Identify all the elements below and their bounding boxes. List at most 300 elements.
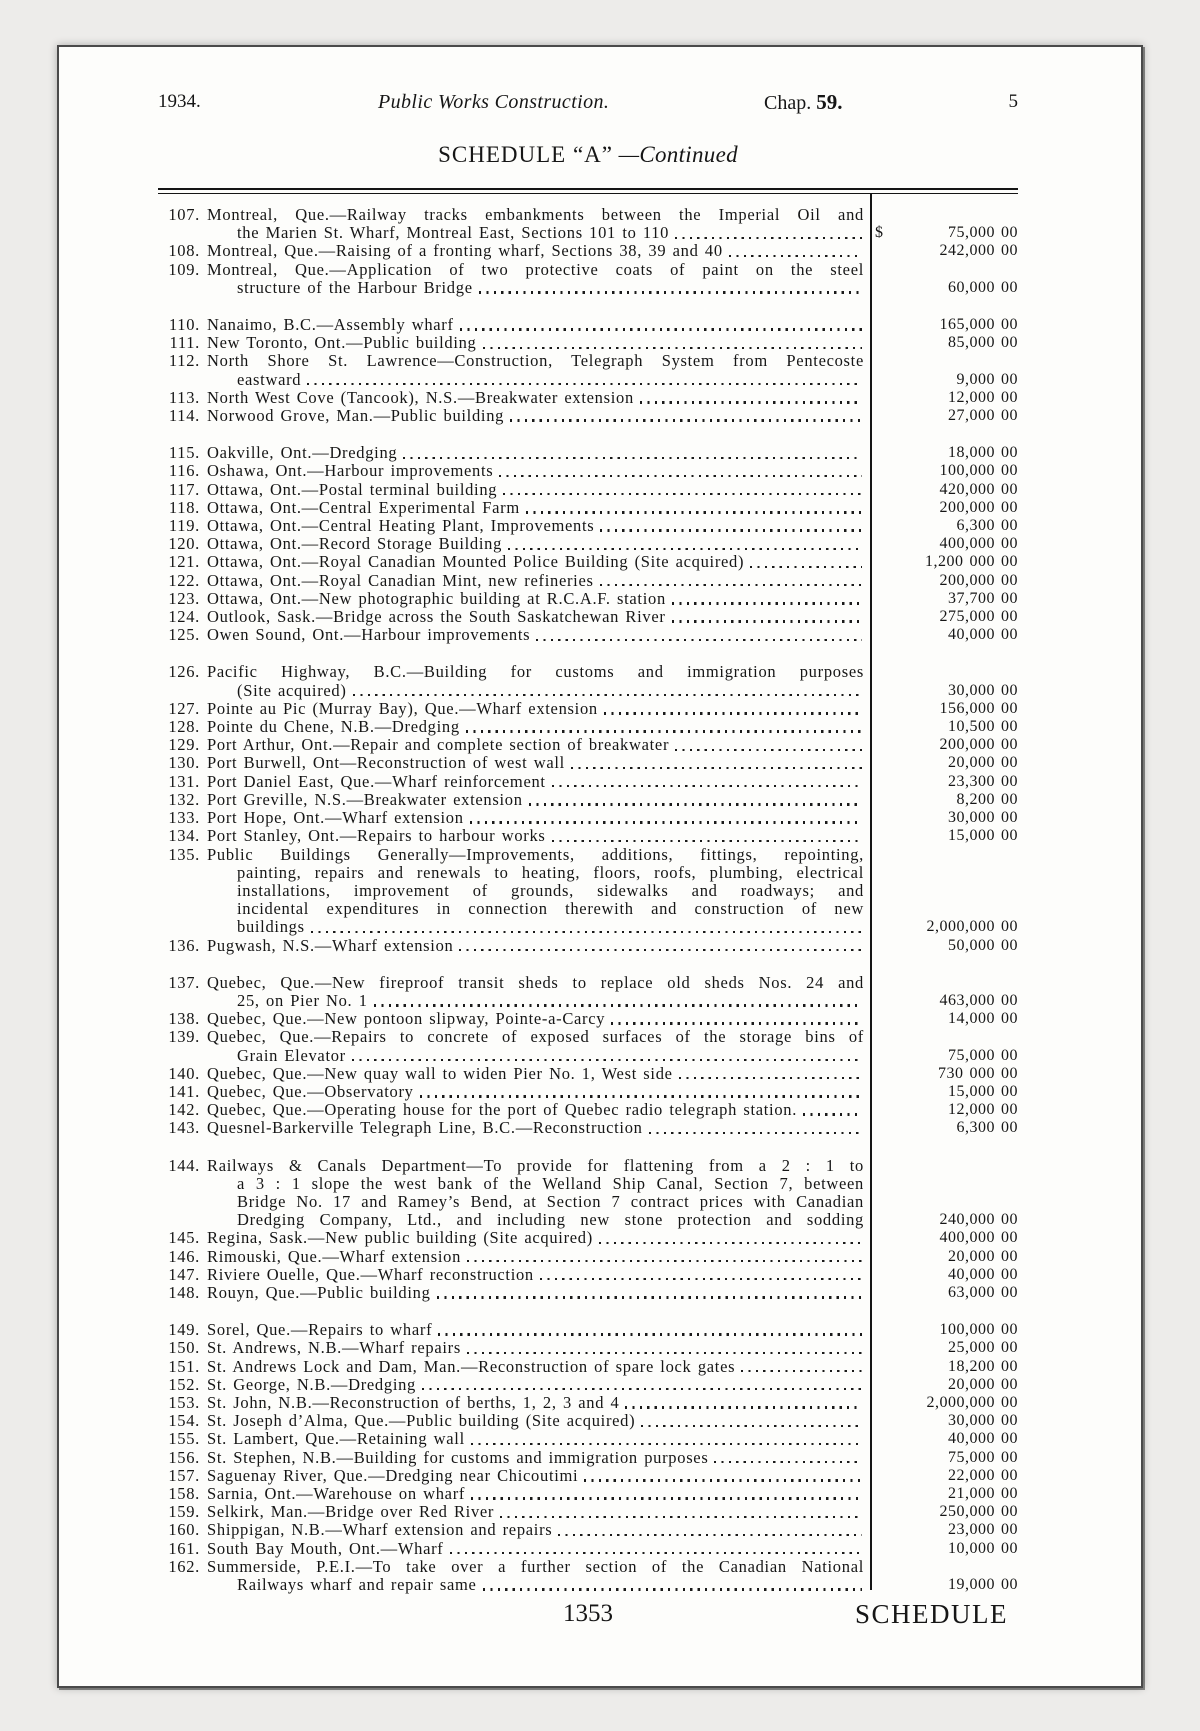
amount-value: 15,000 00 — [948, 827, 1018, 845]
item-description — [207, 718, 872, 736]
amount-value: 730 000 00 — [938, 1064, 1018, 1082]
table-row — [158, 1321, 1018, 1339]
table-row — [158, 1467, 1018, 1485]
amount-value: 200,000 00 — [939, 498, 1018, 516]
item-amount — [872, 718, 1018, 736]
table-row — [158, 1101, 1018, 1119]
item-number: 141. — [168, 1081, 200, 1101]
table-row — [158, 389, 1018, 407]
item-description — [207, 809, 872, 827]
item-amount — [872, 1430, 1018, 1448]
table-row — [158, 499, 1018, 517]
amount-value: 10,500 00 — [948, 718, 1018, 736]
dot-leader — [470, 821, 862, 823]
amount-value: 463,000 00 — [939, 991, 1018, 1009]
amount-value: 2,000,000 00 — [926, 1393, 1018, 1411]
table-row — [158, 1248, 1018, 1266]
description-text: Sarnia, Ont.—Warehouse on wharf — [207, 1485, 466, 1503]
dot-leader — [374, 1004, 862, 1006]
table-row — [158, 1157, 1018, 1230]
dot-leader — [625, 1406, 862, 1408]
description-text: Ottawa, Ont.—Royal Canadian Mounted Police Building (Site acquired) — [207, 553, 745, 572]
item-amount — [872, 736, 1018, 754]
item-amount — [872, 1083, 1018, 1101]
description-text: Owen Sound, Ont.—Harbour improvements — [207, 626, 531, 645]
item-amount — [872, 316, 1018, 334]
description-text: 25, on Pier No. 1 — [237, 990, 368, 1010]
item-number: 134. — [168, 826, 200, 846]
item-description: Public Buildings Generally—Improvements, additions, fittings, repointing, painting, repairs and renewals to heating, floors, roofs, plumbing, electrical installations, improvement of grounds, sidewalks and roadways; and incidental expenditures in connection therewith and construction of new buildings — [207, 845, 864, 937]
item-number: 149. — [168, 1320, 200, 1340]
item-description — [207, 1083, 872, 1101]
table-row — [158, 846, 1018, 937]
item-amount — [872, 481, 1018, 499]
description-text: Selkirk, Man.—Bridge over Red River — [207, 1503, 495, 1522]
table-row — [158, 517, 1018, 535]
dot-leader — [803, 1113, 862, 1115]
description-text: eastward — [237, 369, 302, 389]
table-row — [158, 626, 1018, 644]
item-number: 130. — [168, 753, 200, 773]
table-row — [158, 1412, 1018, 1430]
description-text: Port Daniel East, Que.—Wharf reinforcement — [207, 772, 546, 791]
item-amount — [872, 1339, 1018, 1357]
amount-value: 400,000 00 — [939, 535, 1018, 553]
item-number: 139. — [168, 1027, 200, 1047]
item-description — [207, 1266, 872, 1284]
amount-value: 12,000 00 — [948, 1101, 1018, 1119]
table-row — [158, 1010, 1018, 1028]
item-description — [207, 1321, 872, 1339]
item-description: Montreal, Que.—Railway tracks embankments between the Imperial Oil and the Marien St. Wharf, Montreal East, Sections 101 to 110 — [207, 206, 864, 243]
dot-leader — [422, 1388, 862, 1390]
dot-leader — [438, 1333, 862, 1335]
amount-value: 30,000 00 — [948, 681, 1018, 699]
amount-value: 75,000 00 — [948, 1046, 1018, 1064]
description-text: St. Stephen, N.B.—Building for customs and immigration purposes — [207, 1448, 709, 1467]
amount-value: 100,000 00 — [939, 1321, 1018, 1339]
amount-value: 100,000 00 — [939, 462, 1018, 480]
table-row — [158, 590, 1018, 608]
description-text: Ottawa, Ont.—Postal terminal building — [207, 480, 498, 499]
item-description — [207, 754, 872, 772]
description-text: Rimouski, Que.—Wharf extension — [207, 1247, 462, 1266]
dot-leader — [403, 457, 862, 459]
description-text: Ottawa, Ont.—Central Experimental Farm — [207, 498, 520, 517]
table-row — [158, 1540, 1018, 1558]
description-text: St. John, N.B.—Reconstruction of berths, 1, 2, 3 and 4 — [207, 1393, 620, 1412]
table-row — [158, 1449, 1018, 1467]
table-row — [158, 1430, 1018, 1448]
amount-value: 40,000 00 — [948, 626, 1018, 644]
running-title: Public Works Construction. — [378, 91, 610, 113]
dot-leader — [479, 291, 862, 293]
description-text: Quebec, Que.—New quay wall to widen Pier No. 1, West side — [207, 1064, 673, 1083]
dot-leader — [675, 237, 862, 239]
description-text: South Bay Mouth, Ont.—Wharf — [207, 1539, 444, 1558]
dot-leader — [540, 1278, 862, 1280]
description-text: St. Joseph d’Alma, Que.—Public building (Site acquired) — [207, 1412, 636, 1431]
item-amount — [872, 261, 1018, 297]
item-number: 158. — [168, 1484, 200, 1503]
amount-value: 400,000 00 — [939, 1229, 1018, 1247]
item-amount — [872, 444, 1018, 462]
item-number: 148. — [168, 1282, 200, 1302]
item-description — [207, 334, 872, 352]
amount-value: 23,000 00 — [948, 1521, 1018, 1539]
table-row — [158, 261, 1018, 297]
item-amount — [872, 809, 1018, 827]
dot-leader — [471, 1497, 862, 1499]
amount-value: 420,000 00 — [939, 480, 1018, 498]
item-amount — [872, 1558, 1018, 1594]
description-text: (Site acquired) — [237, 680, 347, 700]
item-description — [207, 1540, 872, 1558]
item-number: 144. — [168, 1155, 200, 1175]
item-number: 162. — [168, 1556, 200, 1576]
item-amount — [872, 334, 1018, 352]
dot-leader — [536, 639, 862, 641]
description-text: Ottawa, Ont.—New photographic building at R.C.A.F. station — [207, 589, 666, 608]
dot-leader — [600, 584, 862, 586]
table-row — [158, 407, 1018, 425]
item-description — [207, 827, 872, 845]
description-text: Quebec, Que.—New pontoon slipway, Pointe-a-Carcy — [207, 1010, 606, 1029]
item-description — [207, 535, 872, 553]
description-text: Pugwash, N.S.—Wharf extension — [207, 936, 454, 955]
description-text: Quesnel-Barkerville Telegraph Line, B.C.—Reconstruction — [207, 1119, 643, 1138]
item-amount — [872, 827, 1018, 845]
item-number: 138. — [168, 1009, 200, 1029]
amount-value: 25,000 00 — [948, 1339, 1018, 1357]
description-text: the Marien St. Wharf, Montreal East, Sections 101 to 110 — [237, 223, 670, 243]
item-number: 150. — [168, 1338, 200, 1358]
description-text: Port Greville, N.S.—Breakwater extension — [207, 790, 523, 809]
item-amount — [872, 462, 1018, 480]
amount-value: 10,000 00 — [948, 1539, 1018, 1557]
item-number: 156. — [168, 1447, 200, 1467]
amount-value: 85,000 00 — [948, 334, 1018, 352]
item-description — [207, 1449, 872, 1467]
description-text: Port Hope, Ont.—Wharf extension — [207, 809, 464, 828]
item-description — [207, 444, 872, 462]
item-number: 122. — [168, 570, 200, 590]
item-amount — [872, 1394, 1018, 1412]
chapter-heading — [764, 89, 842, 116]
item-amount — [872, 352, 1018, 388]
table-row — [158, 937, 1018, 955]
item-description: North Shore St. Lawrence—Construction, Telegraph System from Pentecoste eastward — [207, 352, 864, 389]
item-number: 114. — [168, 406, 200, 426]
amount-value: 240,000 00 — [939, 1211, 1018, 1229]
description-text: St. George, N.B.—Dredging — [207, 1375, 417, 1394]
item-number: 111. — [169, 333, 200, 353]
item-amount — [872, 1065, 1018, 1083]
description-text: Rouyn, Que.—Public building — [207, 1283, 431, 1302]
page-number: 5 — [1008, 91, 1018, 112]
dot-leader — [672, 620, 862, 622]
item-amount — [872, 1248, 1018, 1266]
item-number: 109. — [168, 259, 200, 279]
dot-leader — [508, 548, 862, 550]
item-number: 142. — [168, 1100, 200, 1120]
item-description: Railways & Canals Department—To provide for flattening from a 2 : 1 to a 3 : 1 slope the west bank of the Welland Ship Canal, Section 7, between Bridge No. 17 and Ramey’s Bend, at Section 7 contract prices with Canadian Dredging Company, Ltd., and including new stone protection and sodding — [207, 1156, 864, 1230]
table-row — [158, 1028, 1018, 1064]
item-amount — [872, 206, 1018, 242]
item-amount — [872, 1485, 1018, 1503]
item-amount — [872, 1449, 1018, 1467]
schedule-table-body — [158, 206, 1018, 1594]
table-row — [158, 334, 1018, 352]
dot-leader — [640, 401, 862, 403]
dot-leader — [552, 840, 862, 842]
item-description — [207, 499, 872, 517]
item-amount — [872, 1376, 1018, 1394]
item-number: 110. — [168, 315, 200, 335]
item-amount — [872, 1119, 1018, 1137]
table-row — [158, 444, 1018, 462]
description-text: Nanaimo, B.C.—Assembly wharf — [207, 316, 454, 335]
dot-leader — [526, 511, 862, 513]
description-text: St. Andrews Lock and Dam, Man.—Reconstruction of spare lock gates — [207, 1357, 736, 1376]
item-description — [207, 590, 872, 608]
amount-value: 200,000 00 — [939, 736, 1018, 754]
table-row — [158, 1065, 1018, 1083]
item-number: 131. — [168, 771, 200, 791]
amount-value: 40,000 00 — [948, 1265, 1018, 1283]
item-description — [207, 1229, 872, 1247]
description-text: Ottawa, Ont.—Record Storage Building — [207, 535, 503, 554]
table-row — [158, 1358, 1018, 1376]
item-amount — [872, 663, 1018, 699]
dot-leader — [741, 1370, 862, 1372]
dot-leader — [311, 931, 862, 933]
dot-leader — [641, 1425, 862, 1427]
item-description — [207, 407, 872, 425]
schedule-title — [158, 141, 1018, 169]
item-description — [207, 517, 872, 535]
page-header — [158, 89, 1018, 115]
header-year: 1934. — [158, 91, 201, 112]
dot-leader — [750, 566, 862, 568]
item-number: 107. — [168, 205, 200, 224]
item-description — [207, 773, 872, 791]
item-amount — [872, 791, 1018, 809]
table-row — [158, 700, 1018, 718]
amount-value: 18,000 00 — [948, 444, 1018, 462]
item-number: 113. — [168, 387, 200, 407]
dot-leader — [604, 712, 862, 714]
amount-value: 165,000 00 — [939, 316, 1018, 334]
table-row — [158, 242, 1018, 260]
description-text: Outlook, Sask.—Bridge across the South Saskatchewan River — [207, 608, 666, 627]
item-number: 154. — [168, 1411, 200, 1431]
description-text: Oakville, Ont.—Dredging — [207, 444, 398, 463]
amount-value: 9,000 00 — [956, 370, 1018, 388]
item-amount — [872, 1358, 1018, 1376]
page-footer — [158, 1598, 1018, 1632]
amount-value: 22,000 00 — [948, 1466, 1018, 1484]
description-text: Riviere Ouelle, Que.—Wharf reconstruction — [207, 1265, 534, 1284]
item-description — [207, 1358, 872, 1376]
amount-value: 19,000 00 — [948, 1576, 1018, 1594]
table-row — [158, 1119, 1018, 1137]
amount-value: 242,000 00 — [939, 242, 1018, 260]
description-text: Montreal, Que.—Raising of a fronting wharf, Sections 38, 39 and 40 — [207, 242, 723, 261]
dot-leader — [467, 1352, 862, 1354]
table-row — [158, 462, 1018, 480]
item-description — [207, 1430, 872, 1448]
table-row — [158, 206, 1018, 242]
item-amount — [872, 1540, 1018, 1558]
item-amount — [872, 608, 1018, 626]
dot-leader — [483, 1588, 862, 1590]
item-description: Montreal, Que.—Application of two protective coats of paint on the steel structure of the Harbour Bridge — [207, 260, 864, 297]
item-description — [207, 626, 872, 644]
table-row — [158, 809, 1018, 827]
item-description — [207, 937, 872, 955]
item-number: 117. — [168, 479, 200, 499]
item-amount — [872, 1412, 1018, 1430]
item-description — [207, 1065, 872, 1083]
item-description — [207, 1467, 872, 1485]
table-row — [158, 974, 1018, 1010]
item-amount — [872, 1229, 1018, 1247]
amount-value: 37,700 00 — [948, 589, 1018, 607]
item-number: 108. — [168, 241, 200, 261]
table-row — [158, 736, 1018, 754]
description-text: Port Burwell, Ont—Reconstruction of west wall — [207, 754, 565, 773]
description-text: Port Stanley, Ont.—Repairs to harbour works — [207, 827, 546, 846]
dot-leader — [307, 383, 862, 385]
table-row — [158, 1376, 1018, 1394]
dot-leader — [672, 602, 862, 604]
item-amount — [872, 535, 1018, 553]
description-text: New Toronto, Ont.—Public building — [207, 334, 477, 353]
description-text: buildings — [237, 917, 305, 937]
amount-value: 30,000 00 — [948, 809, 1018, 827]
amount-value: 8,200 00 — [956, 790, 1018, 808]
item-number: 136. — [168, 935, 200, 955]
dot-leader — [584, 1479, 862, 1481]
catchword: SCHEDULE — [855, 1599, 1008, 1630]
dollar-sign: $ — [875, 224, 884, 242]
item-description — [207, 791, 872, 809]
item-amount — [872, 773, 1018, 791]
amount-value: 20,000 00 — [948, 1247, 1018, 1265]
dot-leader — [499, 475, 862, 477]
amount-value: 156,000 00 — [939, 699, 1018, 717]
amount-value: 15,000 00 — [948, 1082, 1018, 1100]
item-number: 140. — [168, 1063, 200, 1083]
dot-leader — [675, 749, 862, 751]
item-number: 132. — [168, 789, 200, 809]
dot-leader — [353, 694, 862, 696]
item-amount — [872, 1266, 1018, 1284]
table-row — [158, 663, 1018, 699]
table-row — [158, 754, 1018, 772]
item-amount — [872, 1284, 1018, 1302]
item-number: 133. — [168, 808, 200, 828]
dot-leader — [552, 785, 862, 787]
dot-leader — [420, 1095, 862, 1097]
chapter-label: Chap. — [764, 92, 812, 114]
item-amount — [872, 407, 1018, 425]
table-row — [158, 481, 1018, 499]
table-row — [158, 316, 1018, 334]
item-amount — [872, 1101, 1018, 1119]
item-amount — [872, 1157, 1018, 1230]
item-description: Quebec, Que.—New fireproof transit sheds to replace old sheds Nos. 24 and 25, on Pier No. 1 — [207, 973, 864, 1010]
table-row — [158, 352, 1018, 388]
table-row — [158, 791, 1018, 809]
amount-value: 12,000 00 — [948, 388, 1018, 406]
table-row — [158, 572, 1018, 590]
folio-number: 1353 — [563, 1600, 613, 1628]
amount-value: 200,000 00 — [939, 571, 1018, 589]
item-description — [207, 1010, 872, 1028]
dot-leader — [529, 803, 862, 805]
item-amount — [872, 572, 1018, 590]
item-amount — [872, 754, 1018, 772]
item-amount — [872, 499, 1018, 517]
amount-value: 60,000 00 — [948, 278, 1018, 296]
item-amount — [872, 389, 1018, 407]
dot-leader — [600, 529, 862, 531]
item-number: 127. — [168, 698, 200, 718]
item-description — [207, 1284, 872, 1302]
amount-value: 63,000 00 — [948, 1283, 1018, 1301]
amount-value: 18,200 00 — [948, 1357, 1018, 1375]
item-description — [207, 1503, 872, 1521]
document-page — [57, 45, 1143, 1688]
item-number: 155. — [168, 1429, 200, 1449]
page-content — [158, 89, 1018, 1632]
item-number: 153. — [168, 1392, 200, 1412]
table-row — [158, 535, 1018, 553]
description-text: Grain Elevator — [237, 1045, 346, 1065]
description-text: Pointe du Chene, N.B.—Dredging — [207, 718, 460, 737]
item-number: 115. — [168, 443, 200, 463]
table-row — [158, 1339, 1018, 1357]
item-description: Quebec, Que.—Repairs to concrete of exposed surfaces of the storage bins of Grain Elevator — [207, 1028, 864, 1065]
dot-leader — [483, 347, 862, 349]
item-amount — [872, 974, 1018, 1010]
amount-value: 75,000 00 — [948, 1448, 1018, 1466]
table-row — [158, 1266, 1018, 1284]
description-text: structure of the Harbour Bridge — [237, 277, 473, 297]
table-row — [158, 553, 1018, 571]
dot-leader — [352, 1059, 862, 1061]
dot-leader — [571, 767, 862, 769]
dot-leader — [599, 1242, 862, 1244]
item-amount — [872, 553, 1018, 571]
amount-value: 50,000 00 — [948, 936, 1018, 954]
description-text: Ottawa, Ont.—Central Heating Plant, Improvements — [207, 517, 595, 536]
description-text: Pointe au Pic (Murray Bay), Que.—Wharf extension — [207, 699, 598, 718]
item-number: 129. — [168, 735, 200, 755]
item-description — [207, 1376, 872, 1394]
item-number: 161. — [168, 1538, 200, 1558]
item-description — [207, 700, 872, 718]
dot-leader — [714, 1461, 862, 1463]
item-amount — [872, 517, 1018, 535]
table-row — [158, 608, 1018, 626]
schedule-title-continued: —Continued — [618, 142, 738, 167]
amount-value: 1,200 000 00 — [925, 553, 1018, 571]
table-row — [158, 1083, 1018, 1101]
dot-leader — [460, 328, 862, 330]
